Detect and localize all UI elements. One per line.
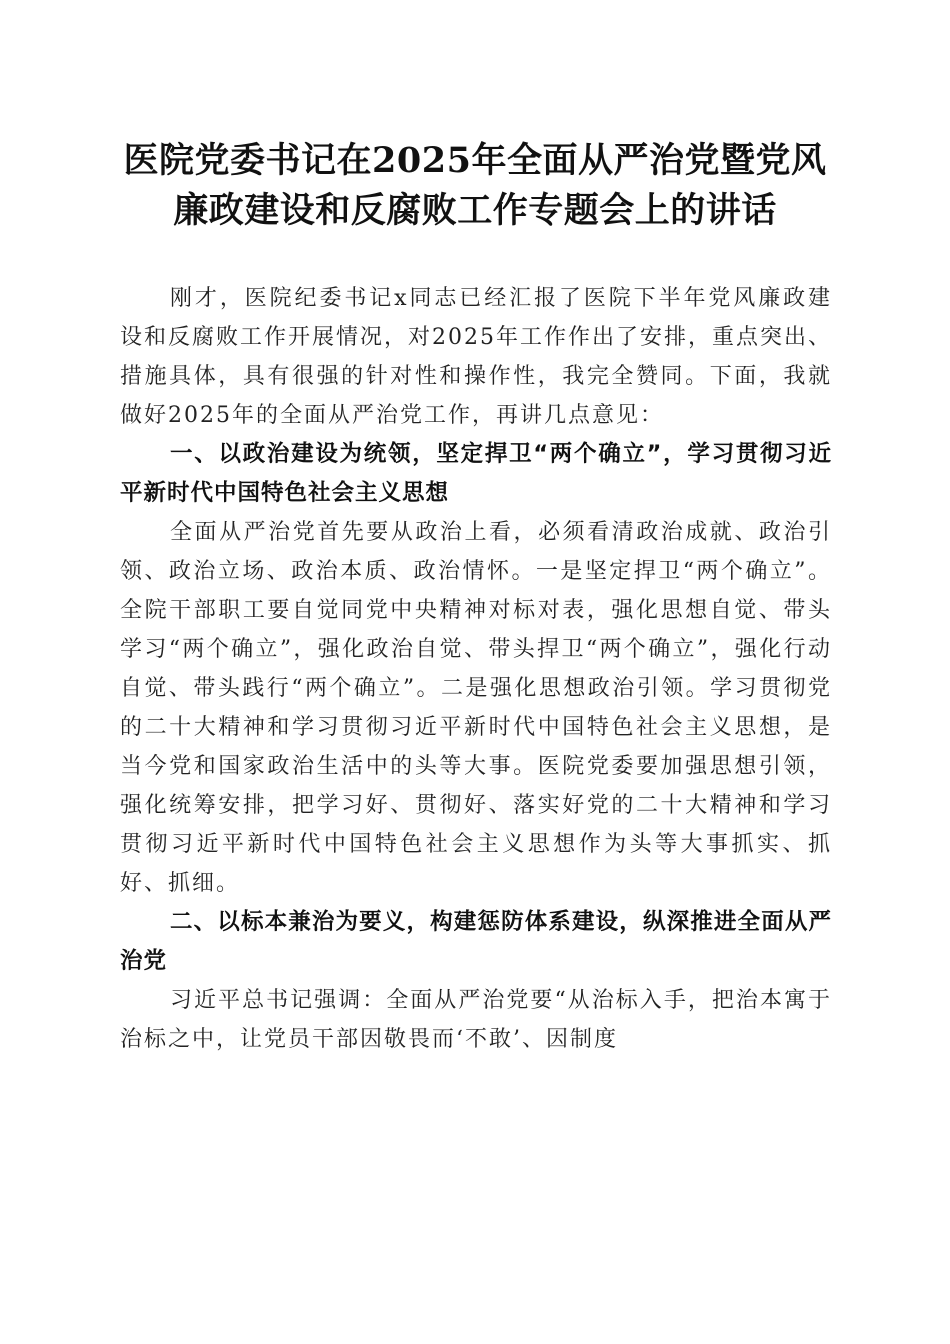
section-heading-1: 一、以政治建设为统领，坚定捍卫“两个确立”，学习贯彻习近平新时代中国特色社会主义思想 <box>120 441 832 506</box>
title-line-2: 廉政建设和反腐败工作专题会上的讲话 <box>173 190 777 231</box>
opening-paragraph: 刚才，医院纪委书记x同志已经汇报了医院下半年党风廉政建设和反腐败工作开展情况，对2025年工作作出了安排，重点突出、措施具体，具有很强的针对性和操作性，我完全赞同。下面，我就做好2025年的全面从严治党工作，再讲几点意见： <box>120 286 832 428</box>
section-heading-2: 二、以标本兼治为要义，构建惩防体系建设，纵深推进全面从严治党 <box>120 909 832 974</box>
document-title <box>100 136 850 236</box>
section-2-paragraph: 习近平总书记强调：全面从严治党要“从治标入手，把治本寓于治标之中，让党员干部因敬畏而‘不敢’、因制度 <box>120 988 832 1052</box>
section-1-paragraph: 全面从严治党首先要从政治上看，必须看清政治成就、政治引领、政治立场、政治本质、政治情怀。一是坚定捍卫“两个确立”。全院干部职工要自觉同党中央精神对标对表，强化思想自觉、带头学习“两个确立”，强化政治自觉、带头捍卫“两个确立”，强化行动自觉、带头践行“两个确立”。二是强化思想政治引领。学习贯彻党的二十大精神和学习贯彻习近平新时代中国特色社会主义思想，是当今党和国家政治生活中的头等大事。医院党委要加强思想引领，强化统筹安排，把学习好、贯彻好、落实好党的二十大精神和学习贯彻习近平新时代中国特色社会主义思想作为头等大事抓实、抓好、抓细。 <box>120 520 832 896</box>
document-body <box>120 279 832 1059</box>
title-line-1: 医院党委书记在2025年全面从严治党暨党风 <box>123 140 827 181</box>
